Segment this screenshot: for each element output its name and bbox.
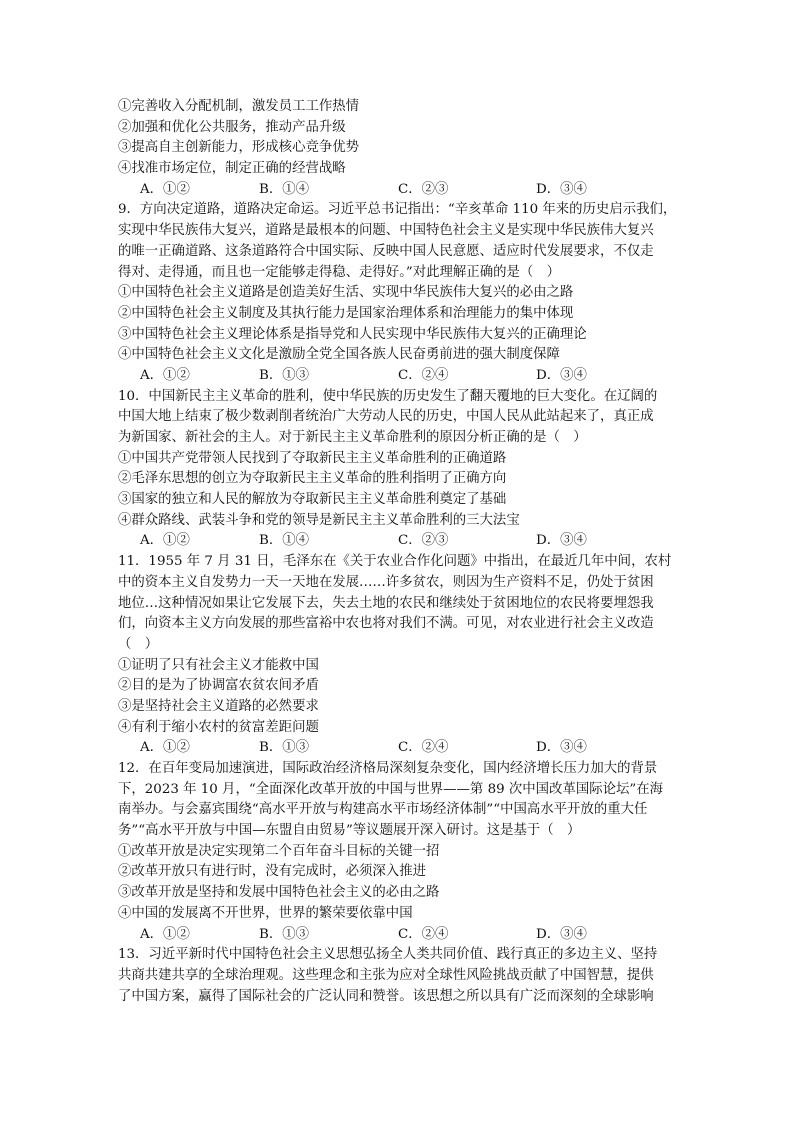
question-8-answer-b: B．①④ (259, 181, 310, 197)
question-8 (118, 97, 678, 200)
question-11-option-3: ③是坚持社会主义道路的必然要求 (118, 698, 319, 714)
question-9-option-2: ②中国特色社会主义制度及其执行能力是国家治理体系和治理能力的集中体现 (118, 305, 574, 321)
question-9-answer-c: C．②④ (398, 367, 449, 383)
question-8-answer-d: D．③④ (536, 181, 587, 197)
question-11-answer-d: D．③④ (536, 740, 587, 756)
question-10-stem-line: 中国大地上结束了极少数剥削者统治广大劳动人民的历史，中国人民从此站起来了，真正成 (118, 409, 654, 425)
question-8-option-4: ④找准市场定位，制定正确的经营战略 (118, 161, 346, 177)
question-11 (118, 552, 678, 759)
question-12-answer-d: D．③④ (536, 926, 587, 942)
question-10-option-3: ③国家的独立和人民的解放为夺取新民主主义革命胜利奠定了基础 (118, 492, 507, 508)
question-10-stem-line: 为新国家、新社会的主人。对于新民主主义革命胜利的原因分析正确的是（ ） (118, 430, 587, 445)
question-8-option-1: ①完善收入分配机制，激发员工工作热情 (118, 99, 360, 114)
question-10-answers (118, 531, 678, 552)
question-9-answer-d: D．③④ (536, 367, 587, 383)
question-11-answer-a: A．①② (140, 740, 190, 756)
question-10-option-2: ②毛泽东思想的创立为夺取新民主主义革命的胜利指明了正确方向 (118, 471, 507, 487)
question-12 (118, 759, 678, 945)
question-9 (118, 200, 678, 386)
question-12-answers (118, 925, 678, 946)
question-10 (118, 387, 678, 553)
question-11-option-2: ②目的是为了协调富农贫农间矛盾 (118, 678, 319, 694)
question-12-option-1: ①改革开放是决定实现第二个百年奋斗目标的关键一招 (118, 843, 440, 859)
question-9-option-4: ④中国特色社会主义文化是激励全党全国各族人民奋勇前进的强大制度保障 (118, 347, 560, 363)
question-13 (118, 945, 678, 1007)
question-11-option-1: ①证明了只有社会主义才能救中国 (118, 657, 319, 673)
question-10-answer-c: C．②③ (398, 533, 449, 549)
question-12-stem-line: 12．在百年变局加速演进，国际政治经济格局深刻复杂变化，国内经济增长压力加大的背景 (118, 761, 658, 776)
question-11-stem-line: 地位…这种情况如果让它发展下去，失去土地的农民和继续处于贫困地位的农民将要埋怨我 (118, 595, 654, 611)
question-11-stem-line: 中的资本主义自发势力一天一天地在发展……许多贫农，则因为生产资料不足，仍处于贫困 (118, 574, 654, 590)
question-12-stem-line: 南举办。与会嘉宾围绕“高水平开放与构建高水平市场经济体制”“中国高水平开放的重大任 (118, 802, 648, 818)
question-12-stem-line: 下，2023 年 10 月，“全面深化改革开放的中国与世界——第 89 次中国改革国际论坛”在海 (118, 781, 664, 797)
question-9-option-3: ③中国特色社会主义理论体系是指导党和人民实现中华民族伟大复兴的正确理论 (118, 326, 587, 342)
exam-page (118, 97, 678, 1007)
question-9-answer-a: A．①② (140, 367, 190, 383)
question-13-stem-line: 共商共建共享的全球治理观。这些理念和主张为应对全球性风险挑战贡献了中国智慧，提供 (118, 967, 654, 983)
question-9-option-1: ①中国特色社会主义道路是创造美好生活、实现中华民族伟大复兴的必由之路 (118, 285, 574, 301)
question-8-answers (118, 180, 678, 201)
question-13-stem-line: 13．习近平新时代中国特色社会主义思想弘扬全人类共同价值、践行真正的多边主义、坚持 (118, 947, 658, 963)
question-10-answer-b: B．①④ (259, 533, 310, 549)
question-11-option-4: ④有利于缩小农村的贫富差距问题 (118, 719, 319, 735)
question-12-answer-c: C．②④ (398, 926, 449, 942)
question-8-option-2: ②加强和优化公共服务，推动产品升级 (118, 119, 346, 135)
question-12-option-2: ②改革开放只有进行时，没有完成时，必须深入推进 (118, 864, 426, 880)
question-10-option-4: ④群众路线、武装斗争和党的领导是新民主主义革命胜利的三大法宝 (118, 512, 520, 528)
question-12-option-3: ③改革开放是坚持和发展中国特色社会主义的必由之路 (118, 885, 440, 901)
question-12-answer-b: B．①③ (259, 926, 310, 942)
question-11-answers (118, 738, 678, 759)
question-8-option-3: ③提高自主创新能力，形成核心竞争优势 (118, 140, 360, 156)
question-10-stem-line: 10．中国新民主主义革命的胜利，使中华民族的历史发生了翻天覆地的巨大变化。在辽阔的 (118, 388, 658, 404)
question-12-option-4: ④中国的发展离不开世界，世界的繁荣要依靠中国 (118, 905, 413, 921)
question-11-stem-line: （ ） (118, 636, 159, 652)
question-13-stem-line: 了中国方案，赢得了国际社会的广泛认同和赞誉。该思想之所以具有广泛而深刻的全球影响 (118, 988, 654, 1004)
question-11-answer-c: C．②④ (398, 740, 449, 756)
question-9-stem-line: 9．方向决定道路，道路决定命运。习近平总书记指出：“辛亥革命 110 年来的历史启示我们， (118, 202, 677, 218)
question-9-stem-line: 实现中华民族伟大复兴，道路是最根本的问题、中国特色社会主义是实现中华民族伟大复兴 (118, 223, 654, 239)
question-9-answers (118, 366, 678, 387)
question-9-stem-line: 的唯一正确道路、这条道路符合中国实际、反映中国人民意愿、适应时代发展要求，不仅走 (118, 243, 654, 259)
question-8-answer-a: A．①② (140, 181, 190, 197)
question-9-stem-line: 得对、走得通，而且也一定能够走得稳、走得好。”对此理解正确的是（ ） (118, 264, 561, 280)
question-8-answer-c: C．②③ (398, 181, 449, 197)
question-12-stem-line: 务”“高水平开放与中国—东盟自由贸易”等议题展开深入研讨。这是基于（ ） (118, 823, 581, 839)
question-10-answer-d: D．③④ (536, 533, 587, 549)
question-11-stem-line: 们，向资本主义方向发展的那些富裕中农也将对我们不满。可见，对农业进行社会主义改造 (118, 616, 654, 632)
question-11-stem-line: 11．1955 年 7 月 31 日，毛泽东在《关于农业合作化问题》中指出，在最近几年中间，农村 (118, 554, 672, 570)
question-10-answer-a: A．①② (140, 533, 190, 549)
question-10-option-1: ①中国共产党带领人民找到了夺取新民主主义革命胜利的正确道路 (118, 450, 507, 466)
question-12-answer-a: A．①② (140, 926, 190, 942)
question-11-answer-b: B．①③ (259, 740, 310, 756)
question-9-answer-b: B．①③ (259, 367, 310, 383)
